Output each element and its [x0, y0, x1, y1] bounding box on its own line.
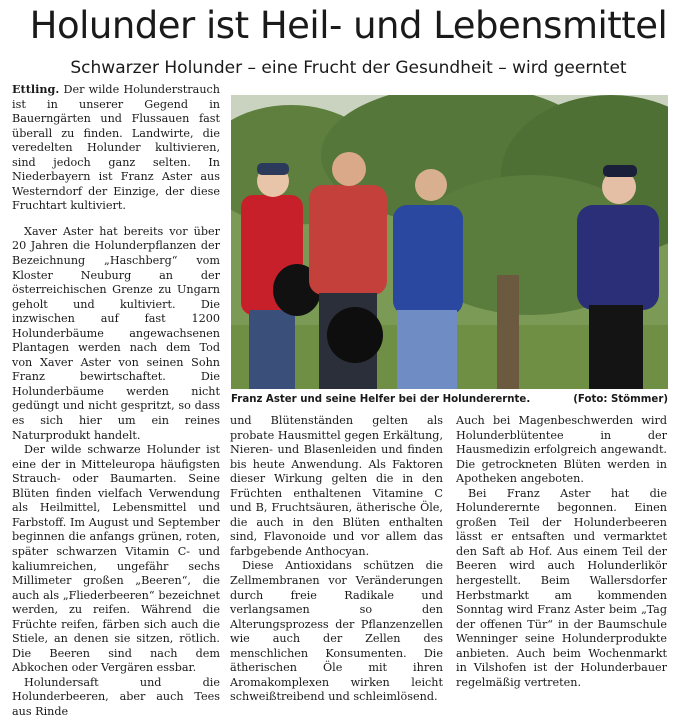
harvest-photo-illustration — [231, 95, 668, 389]
paragraph-5: und Blütenständen gelten als probate Hausmittel gegen Erkältung, Nieren- und Blasenleiden und finden bis heute Anwendung. Als Faktoren dieser Wirkung gelten die in den Früchten enthaltenen Vitamine C und B, Fruchtsäuren, ätherische Öle, die auch in den Blüten enthalten sind, Flavonoide und vor allem das farbgebende Anthocyan. — [230, 414, 443, 558]
dateline: Ettling. — [12, 82, 60, 96]
paragraph-8: Bei Franz Aster hat die Holunderernte begonnen. Einen großen Teil der Holunderbeeren lässt er entsaften und vermarktet den Saft ab Hof. Aus einem Teil der Beeren wird auch Holunderlikör hergestellt. Beim Wallersdorfer Herbstmarkt am kommenden Sonntag wird Franz Aster beim „Tag der offenen Tür“ in der Baumschule Wenninger seine Holunderprodukte anbieten. Auch beim Wochenmarkt in Vilshofen ist der Holunderbauer regelmäßig vertreten. — [456, 486, 667, 689]
harvest-photo — [231, 95, 668, 389]
headline: Holunder ist Heil- und Lebensmittel — [29, 4, 668, 47]
subheadline: Schwarzer Holunder – eine Frucht der Gesundheit – wird geerntet — [70, 58, 627, 78]
photo-credit: (Foto: Stömmer) — [573, 394, 668, 405]
paragraph-1-text: Der wilde Holunderstrauch ist in unserer Gegend in Bauerngärten und Flussauen fast überall zu finden. Landwirte, die veredelten Holunder kultivieren, sind jedoch ganz selten. In Niederbayern ist Franz Aster aus Westerndorf der Einzige, der diese Fruchtart kultiviert. — [12, 83, 220, 213]
article-column-3 — [456, 414, 667, 690]
paragraph-4: Holundersaft und die Holunderbeeren, aber auch Tees aus Rinde — [12, 675, 220, 718]
paragraph-7: Auch bei Magenbeschwerden wird Holunderblütentee in der Hausmedizin erfolgreich angewandt. Die getrockneten Blüten werden in Apotheken angeboten. — [456, 414, 667, 486]
article-column-2 — [230, 414, 443, 705]
photo-caption-row — [231, 394, 668, 405]
paragraph-6: Diese Antioxidans schützen die Zellmembranen vor Veränderungen durch freie Radikale und verlangsamen so den Alterungsprozess der Pflanzenzellen wie auch der Zellen des menschlichen Konsumenten. Die ätherischen Öle mit ihren Aromakomplexen wirken leicht schweißtreibend und schleimlösend. — [230, 559, 443, 704]
paragraph-2: Xaver Aster hat bereits vor über 20 Jahren die Holunderpflanzen der Bezeichnung „Haschberg“ vom Kloster Neuburg an der österreichischen Grenze zu Ungarn geholt und kultiviert. Die inzwischen auf fast 1200 Holunderbäume angewachsenen Plantagen werden nach dem Tod von Xaver Aster von seinen Sohn Franz bewirtschaftet. Die Holunderbäume werden nicht gedüngt und nicht gespritzt, so dass es sich hier um ein reines Naturprodukt handelt. — [12, 224, 220, 442]
paragraph-1 — [12, 82, 220, 214]
article-column-1 — [12, 82, 220, 720]
photo-caption: Franz Aster und seine Helfer bei der Holunderernte. — [231, 394, 531, 405]
person-2 — [309, 152, 387, 389]
paragraph-3: Der wilde schwarze Holunder ist eine der in Mitteleuropa häufigsten Strauch- oder Baumarten. Seine Blüten finden vielfach Verwendung als Heilmittel, Lebensmittel und Farbstoff. Im August und September beginnen die anfangs grünen, roten, später schwarzen Vitamin C- und kaliumreichen, ungefähr sechs Millimeter großen „Beeren“, die auch als „Fliederbeeren“ bezeichnet werden, zu reifen. Während die Früchte reifen, färben sich auch die Stiele, an denen sie sitzen, rötlich. Die Beeren sind nach dem Abkochen oder Vergären essbar. — [12, 443, 220, 675]
